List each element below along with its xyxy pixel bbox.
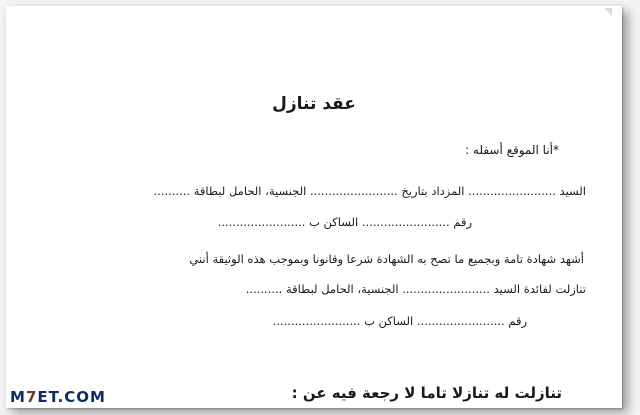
form-line-5: رقم ........................ الساكن ب ........................ <box>272 314 527 328</box>
form-line-1: السيد ........................ المزداد بتاريخ ........................ الجنسية، الحامل لبطاقة .......... <box>153 184 586 198</box>
page-corner-fold <box>604 8 612 16</box>
form-line-3: أشهد شهادة تامة وبجميع ما تصح به الشهادة شرعا وقانونا وبموجب هذه الوثيقة أنني <box>189 252 584 266</box>
signatory-intro: *أنا الموقع أسفله : <box>465 143 559 157</box>
form-line-2: رقم ........................ الساكن ب ........................ <box>217 215 472 229</box>
form-line-4: تنازلت لفائدة السيد ........................ الجنسية، الحامل لبطاقة .......... <box>245 282 586 296</box>
waiver-statement: تنازلت له تنازلا تاما لا رجعة فيه عن : <box>291 384 562 402</box>
document-page <box>6 6 622 408</box>
watermark-suffix: ET.COM <box>37 388 106 406</box>
watermark-prefix: M <box>10 388 26 406</box>
site-watermark <box>10 388 106 406</box>
document-title: عقد تنازل <box>272 94 356 114</box>
watermark-digit: 7 <box>25 388 38 406</box>
